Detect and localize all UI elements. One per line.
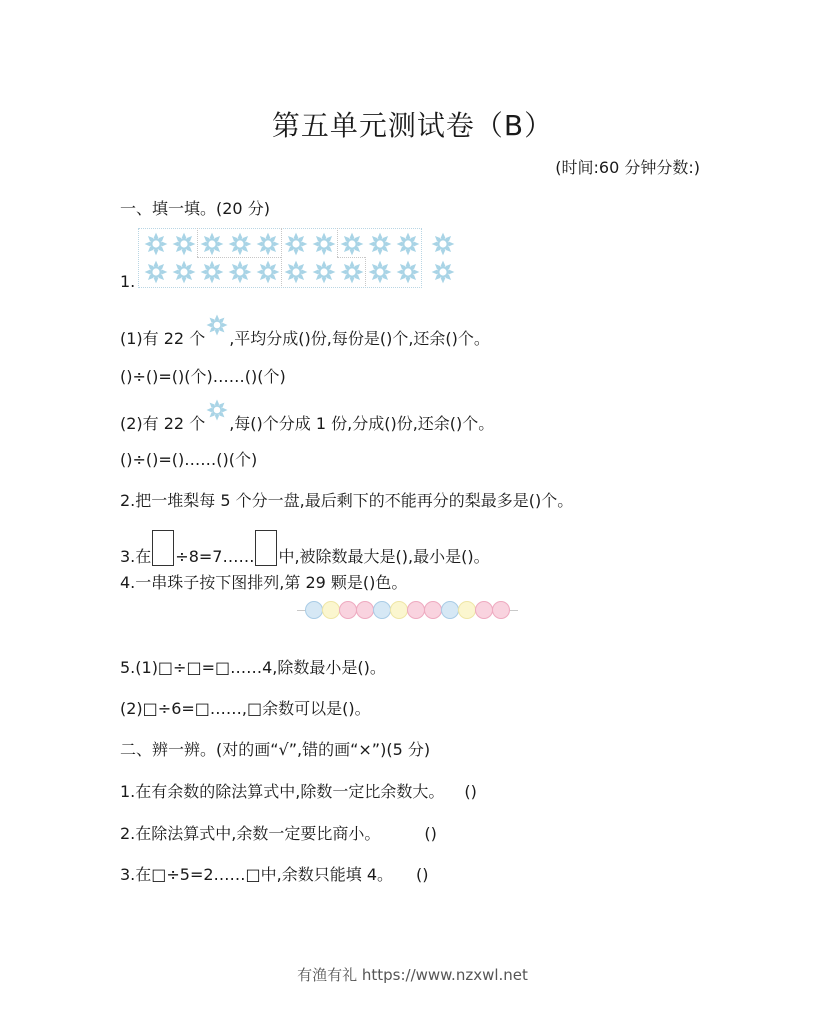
sun-icon — [205, 322, 229, 346]
bead-pink — [356, 601, 374, 619]
sun-grid — [142, 230, 422, 286]
judge-item-1 — [120, 779, 477, 802]
sun-icon — [226, 258, 254, 286]
sun-icon — [310, 230, 338, 258]
q1-part1-after: ,平均分成()份,每份是()个,还余()个。 — [229, 329, 490, 348]
bead-pink — [475, 601, 493, 619]
sun-icon — [282, 258, 310, 286]
bead-string — [297, 600, 518, 620]
sun-icon — [366, 258, 394, 286]
sun-icon — [310, 258, 338, 286]
sun-icon — [205, 407, 229, 431]
judge-item-text: 3.在□÷5=2……□中,余数只能填 4。 — [120, 865, 394, 884]
sun-icon — [170, 258, 198, 286]
sun-icon — [142, 258, 170, 286]
sun-icon — [429, 230, 457, 258]
judge-item-2 — [120, 821, 437, 844]
question-5-part1: 5.(1)□÷□=□……4,除数最小是()。 — [120, 658, 386, 677]
section-2-heading: 二、辨一辨。(对的画“√”,错的画“×”)(5 分) — [120, 740, 431, 759]
q3-before: 3.在 — [120, 547, 152, 566]
bead-pink — [492, 601, 510, 619]
bead-blue — [373, 601, 391, 619]
footer-watermark: 有渔有礼 https://www.nzxwl.net — [297, 966, 528, 984]
sun-icon — [170, 230, 198, 258]
sun-extra-column — [429, 230, 457, 286]
sun-icon — [254, 258, 282, 286]
bead-yellow — [390, 601, 408, 619]
judge-item-text: 2.在除法算式中,余数一定要比商小。 — [120, 824, 381, 843]
q1-part2-formula: ()÷()=()……()(个) — [120, 450, 258, 469]
sun-grid-figure — [138, 228, 456, 288]
q3-after: 中,被除数最大是(),最小是()。 — [278, 547, 490, 566]
bead-pink — [407, 601, 425, 619]
answer-blank: () — [424, 824, 437, 843]
sun-icon — [198, 258, 226, 286]
q1-part2-after: ,每()个分成 1 份,分成()份,还余()个。 — [229, 414, 495, 433]
answer-blank: () — [464, 782, 477, 801]
sun-icon — [394, 230, 422, 258]
sun-icon — [226, 230, 254, 258]
question-2: 2.把一堆梨每 5 个分一盘,最后剩下的不能再分的梨最多是()个。 — [120, 491, 574, 510]
q1-number: 1. — [120, 272, 136, 291]
question-4: 4.一串珠子按下图排列,第 29 颗是()色。 — [120, 573, 408, 592]
sun-icon — [429, 258, 457, 286]
question-5-part2: (2)□÷6=□……,□余数可以是()。 — [120, 699, 371, 718]
sun-icon — [394, 258, 422, 286]
sun-icon — [254, 230, 282, 258]
bead-blue — [305, 601, 323, 619]
dividend-box — [152, 530, 174, 566]
sun-icon — [198, 230, 226, 258]
sun-icon — [282, 230, 310, 258]
section-1-heading: 一、填一填。(20 分) — [120, 199, 270, 218]
q1-part1 — [120, 322, 490, 349]
q3-middle: ÷8=7…… — [175, 547, 255, 566]
sun-icon — [338, 258, 366, 286]
q1-part2 — [120, 407, 494, 434]
bead-yellow — [322, 601, 340, 619]
q1-part1-before: (1)有 22 个 — [120, 329, 206, 348]
sun-icon — [366, 230, 394, 258]
remainder-box — [255, 530, 277, 566]
question-3 — [120, 530, 490, 567]
bead-pink — [424, 601, 442, 619]
answer-blank: () — [416, 865, 429, 884]
judge-item-text: 1.在有余数的除法算式中,除数一定比余数大。 — [120, 782, 445, 801]
q1-part1-formula: ()÷()=()(个)……()(个) — [120, 367, 286, 386]
sun-icon — [338, 230, 366, 258]
sun-icon — [142, 230, 170, 258]
judge-item-3 — [120, 862, 429, 885]
string-end — [510, 610, 518, 611]
string-end — [297, 610, 305, 611]
bead-yellow — [458, 601, 476, 619]
q1-part2-before: (2)有 22 个 — [120, 414, 206, 433]
sun-row — [142, 230, 422, 258]
bead-blue — [441, 601, 459, 619]
sun-row — [142, 258, 422, 286]
exam-info: (时间:60 分钟分数:) — [555, 158, 700, 177]
bead-pink — [339, 601, 357, 619]
page-title: 第五单元测试卷（B） — [271, 109, 554, 142]
